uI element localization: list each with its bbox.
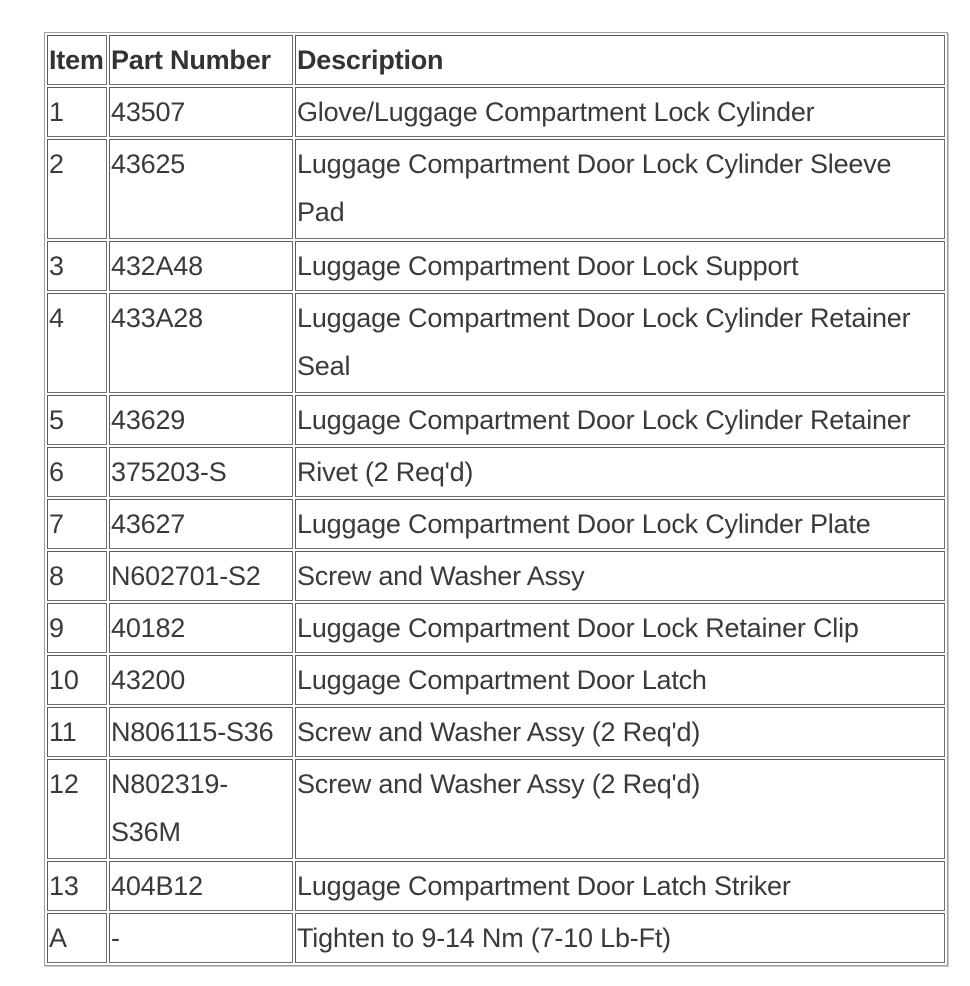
cell-part-number: 432A48: [109, 241, 293, 291]
table-row: [47, 447, 945, 497]
cell-item: 12: [47, 759, 107, 859]
cell-part-number: N602701-S2: [109, 551, 293, 601]
table-row: [47, 551, 945, 601]
cell-item: 4: [47, 293, 107, 393]
cell-item: 8: [47, 551, 107, 601]
cell-part-number: 43625: [109, 139, 293, 239]
column-header-item: Item: [47, 35, 107, 85]
table-row: [47, 861, 945, 911]
table-row: [47, 707, 945, 757]
cell-part-number: 43629: [109, 395, 293, 445]
table-row: [47, 499, 945, 549]
cell-item: 2: [47, 139, 107, 239]
cell-item: A: [47, 913, 107, 963]
table-row: [47, 655, 945, 705]
table-row: [47, 293, 945, 393]
cell-description: Screw and Washer Assy: [295, 551, 945, 601]
cell-description: Rivet (2 Req'd): [295, 447, 945, 497]
cell-description: Glove/Luggage Compartment Lock Cylinder: [295, 87, 945, 137]
table-row: [47, 241, 945, 291]
parts-table: [45, 33, 947, 965]
column-header-part-number: Part Number: [109, 35, 293, 85]
cell-item: 1: [47, 87, 107, 137]
cell-description: Screw and Washer Assy (2 Req'd): [295, 759, 945, 859]
cell-item: 13: [47, 861, 107, 911]
cell-item: 7: [47, 499, 107, 549]
cell-item: 11: [47, 707, 107, 757]
table-row: [47, 913, 945, 963]
table-row: [47, 87, 945, 137]
cell-description: Screw and Washer Assy (2 Req'd): [295, 707, 945, 757]
cell-part-number: 43200: [109, 655, 293, 705]
table-row: [47, 139, 945, 239]
cell-part-number: -: [109, 913, 293, 963]
cell-description: Luggage Compartment Door Lock Cylinder Sleeve Pad: [295, 139, 945, 239]
cell-description: Luggage Compartment Door Lock Cylinder Retainer: [295, 395, 945, 445]
cell-item: 9: [47, 603, 107, 653]
table-row: [47, 759, 945, 859]
cell-description: Luggage Compartment Door Latch: [295, 655, 945, 705]
cell-part-number: N806115-S36: [109, 707, 293, 757]
cell-part-number: 433A28: [109, 293, 293, 393]
cell-description: Tighten to 9-14 Nm (7-10 Lb-Ft): [295, 913, 945, 963]
cell-item: 6: [47, 447, 107, 497]
cell-item: 5: [47, 395, 107, 445]
cell-description: Luggage Compartment Door Lock Cylinder Retainer Seal: [295, 293, 945, 393]
parts-table-container: [44, 32, 948, 966]
cell-part-number: 43627: [109, 499, 293, 549]
cell-description: Luggage Compartment Door Lock Support: [295, 241, 945, 291]
table-header-row: [47, 35, 945, 85]
column-header-description: Description: [295, 35, 945, 85]
cell-part-number: 43507: [109, 87, 293, 137]
cell-part-number: 404B12: [109, 861, 293, 911]
table-row: [47, 603, 945, 653]
cell-description: Luggage Compartment Door Lock Retainer Clip: [295, 603, 945, 653]
table-row: [47, 395, 945, 445]
cell-description: Luggage Compartment Door Latch Striker: [295, 861, 945, 911]
cell-part-number: N802319-S36M: [109, 759, 293, 859]
cell-item: 3: [47, 241, 107, 291]
cell-item: 10: [47, 655, 107, 705]
cell-part-number: 375203-S: [109, 447, 293, 497]
cell-description: Luggage Compartment Door Lock Cylinder Plate: [295, 499, 945, 549]
cell-part-number: 40182: [109, 603, 293, 653]
